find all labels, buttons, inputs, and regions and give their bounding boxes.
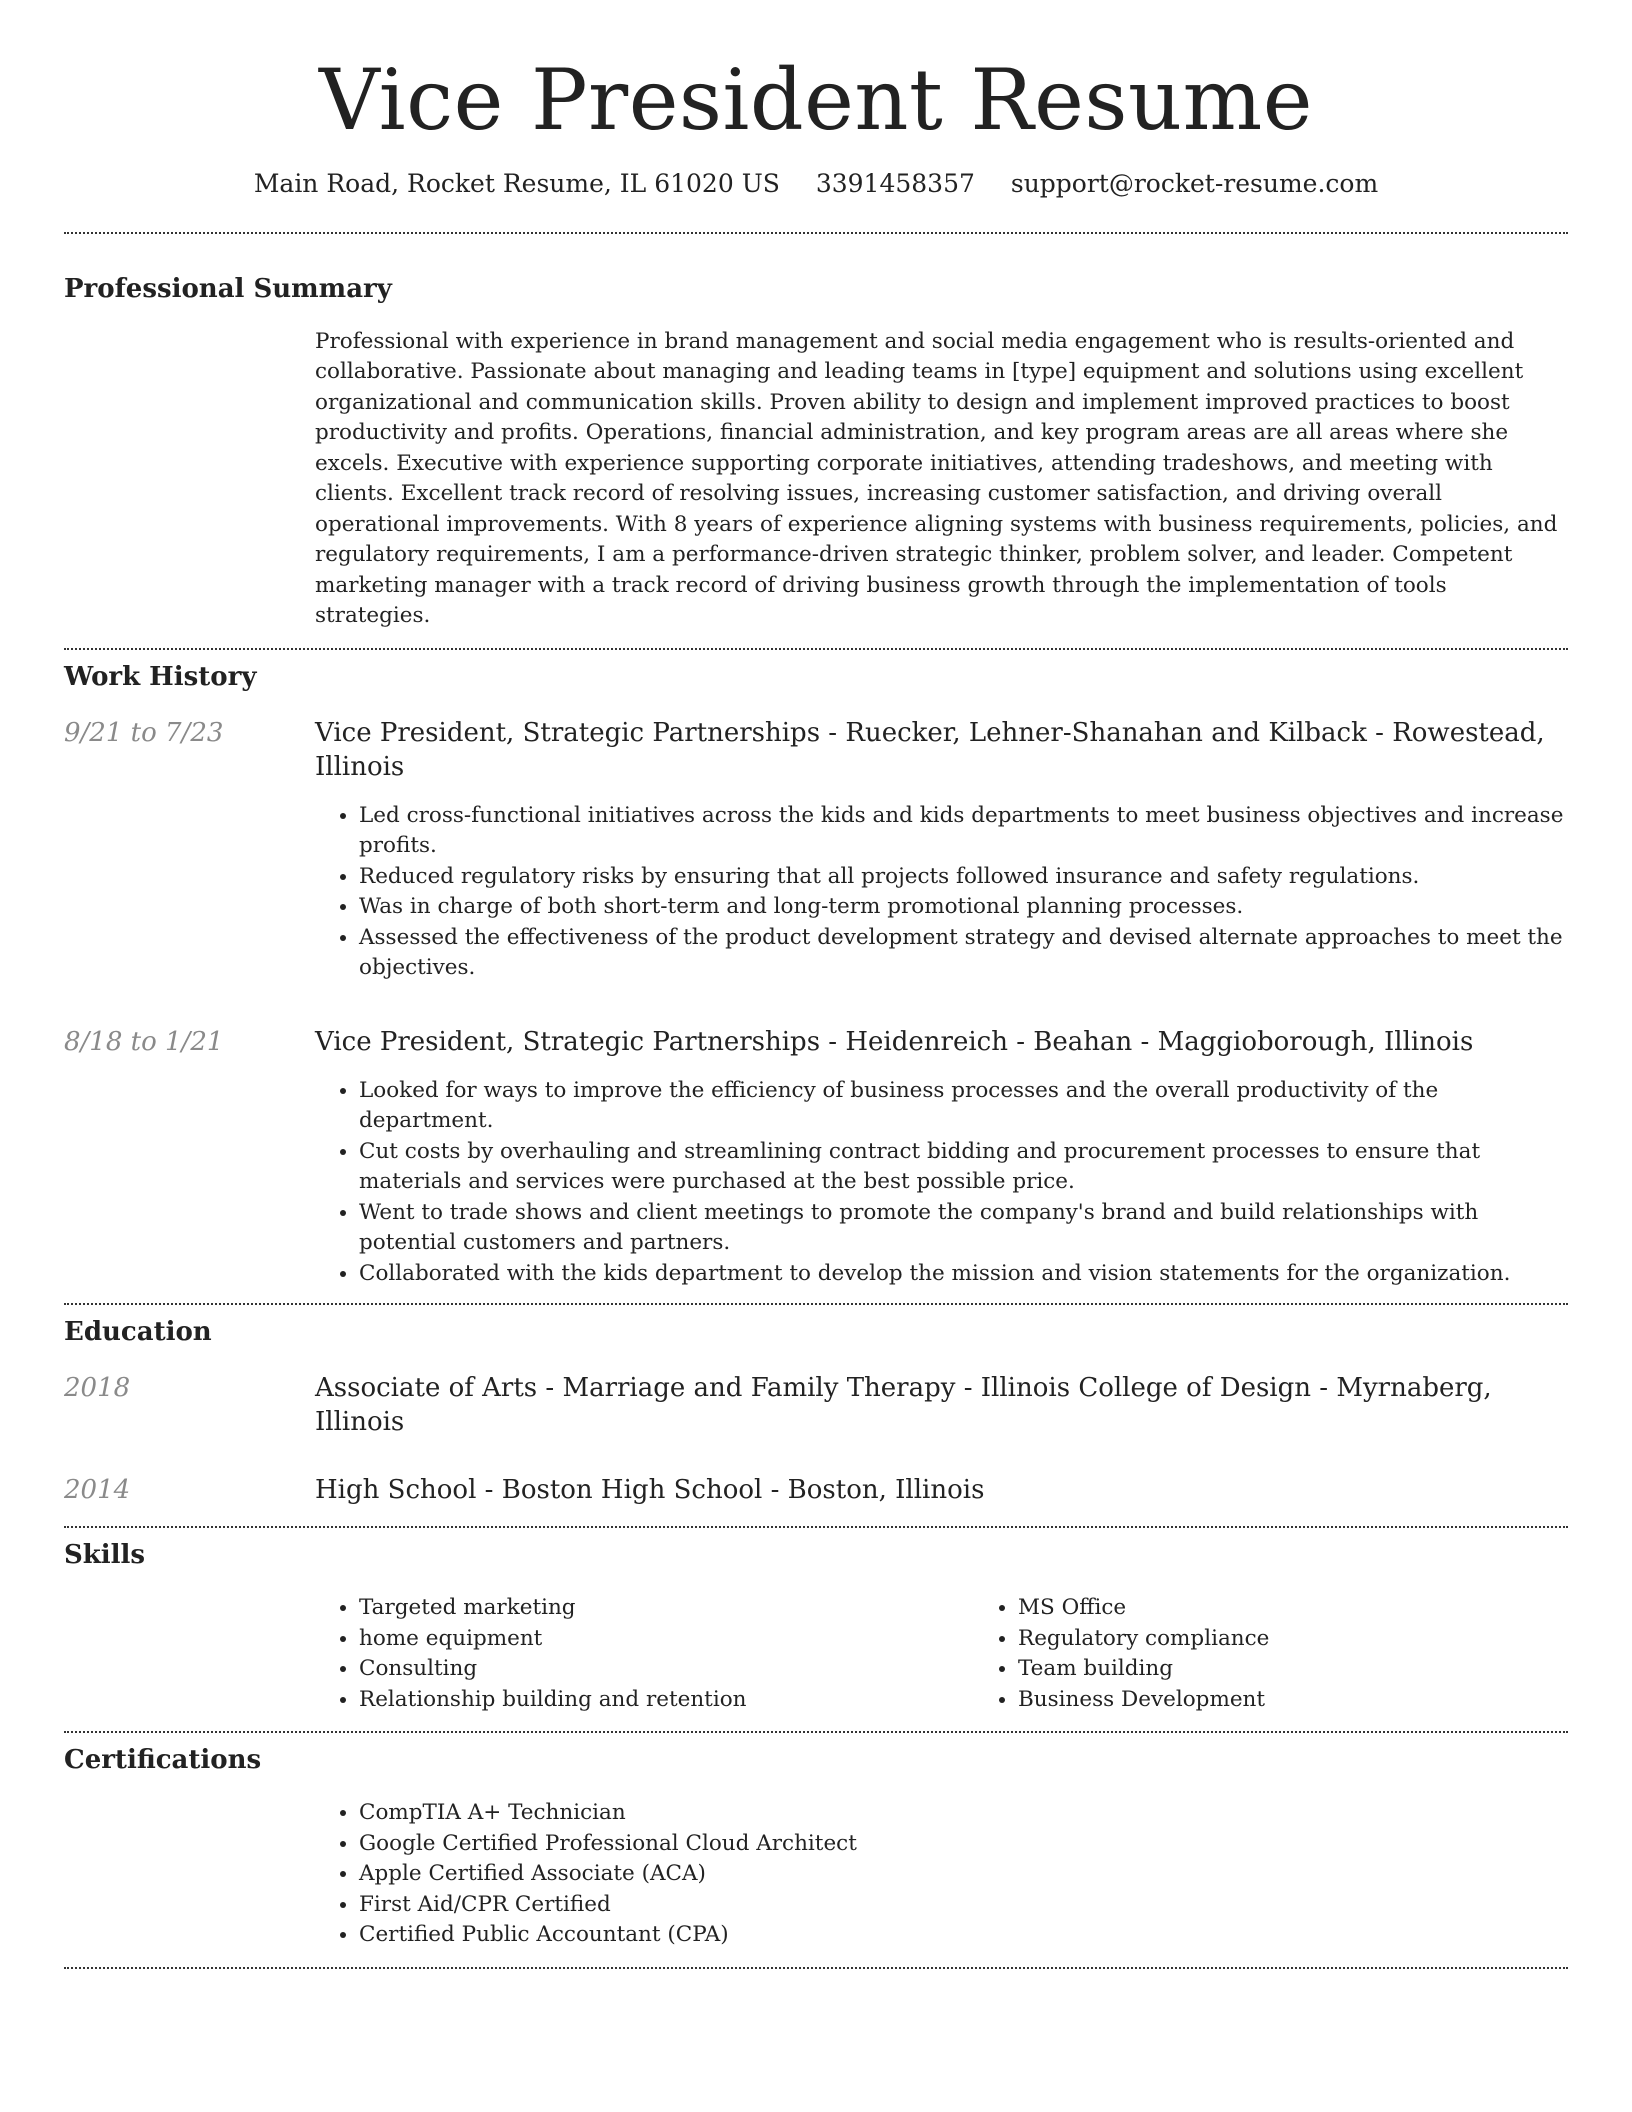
job-dates: 8/18 to 1/21 — [64, 1026, 224, 1057]
skill-item: • Relationship building and retention — [359, 1685, 974, 1716]
summary-section — [64, 234, 1568, 632]
education-section — [64, 1305, 1568, 1526]
skills-heading: Skills — [64, 1539, 146, 1570]
education-school: Boston High School — [501, 1475, 763, 1505]
job-location: Rowestead, Illinois — [315, 718, 1545, 782]
job-entry — [64, 1026, 1568, 1289]
skills-section — [64, 1528, 1568, 1731]
certifications-heading: Certifications — [64, 1745, 262, 1776]
contact-line — [64, 169, 1568, 198]
resume-title: Vice President Resume — [319, 51, 1313, 149]
education-heading-line — [315, 1372, 1568, 1440]
job-bullet: • Collaborated with the kids department to develop the mission and vision statements for the organization. — [359, 1259, 1568, 1290]
job-bullet: • Reduced regulatory risks by ensuring that all projects followed insurance and safety regulations. — [359, 862, 1568, 893]
education-year: 2018 — [64, 1373, 131, 1404]
skill-item: • MS Office — [1018, 1593, 1632, 1624]
certification-item: • Google Certified Professional Cloud Architect — [359, 1829, 1568, 1860]
job-dates: 9/21 to 7/23 — [64, 718, 224, 749]
job-heading — [315, 1026, 1568, 1060]
skills-column — [974, 1593, 1632, 1715]
summary-text: Professional with experience in brand management and social media engagement who is results-oriented and collaborative. Passionate about managing and leading teams in [type] equipment and solutions using excellent organizational and communication skills. Proven ability to design and implement improved practices to boost productivity and profits. Operations, financial administration, and key program areas are all areas where she excels. Executive with experience supporting corporate initiatives, attending tradeshows, and meeting with clients. Excellent track record of resolving issues, increasing customer satisfaction, and driving overall operational improvements. With 8 years of experience aligning systems with business requirements, policies, and regulatory requirements, I am a performance-driven strategic thinker, problem solver, and leader. Competent marketing manager with a track record of driving business growth through the implementation of tools strategies. — [315, 328, 1558, 629]
skill-item: • Team building — [1018, 1654, 1632, 1685]
job-company: Ruecker, Lehner-Shanahan and Kilback — [845, 718, 1367, 749]
job-content — [315, 717, 1568, 984]
education-location: Myrnaberg, Illinois — [315, 1373, 1492, 1438]
separator: - — [476, 1475, 502, 1505]
job-bullet: • Led cross-functional initiatives across the kids and kids departments to meet business objectives and increase profits. — [359, 801, 1568, 862]
education-entry — [64, 1474, 1568, 1508]
job-bullet: • Was in charge of both short-term and long-term promotional planning processes. — [359, 892, 1568, 923]
education-degree: High School — [315, 1475, 477, 1505]
certification-item: • CompTIA A+ Technician — [359, 1798, 1568, 1829]
certifications-section — [64, 1733, 1568, 1967]
education-year: 2014 — [64, 1475, 131, 1505]
job-bullet: • Cut costs by overhauling and streamlining contract bidding and procurement processes to ensure that materials and services were purchased at the best possible price. — [359, 1137, 1568, 1198]
certifications-divider — [64, 1967, 1568, 1969]
contact-phone: 3391458357 — [815, 168, 975, 198]
contact-email: support@rocket-resume.com — [1010, 168, 1379, 198]
job-bullets — [315, 1076, 1568, 1290]
job-content — [315, 1026, 1568, 1289]
separator: - — [1311, 1373, 1337, 1404]
certification-item: • Certified Public Accountant (CPA) — [359, 1920, 1568, 1951]
education-location: Boston, Illinois — [787, 1475, 985, 1505]
education-school: Illinois College of Design — [980, 1373, 1311, 1404]
job-bullet: • Looked for ways to improve the efficiency of business processes and the overall productivity of the department. — [359, 1076, 1568, 1137]
education-entry — [64, 1372, 1568, 1440]
job-bullet: • Went to trade shows and client meetings to promote the company's brand and build relationships with potential customers and partners. — [359, 1198, 1568, 1259]
job-title: Vice President, Strategic Partnerships — [315, 1026, 821, 1057]
separator: - — [1132, 1026, 1158, 1057]
certification-item: • Apple Certified Associate (ACA) — [359, 1859, 1568, 1890]
skills-grid — [64, 1593, 1568, 1715]
skill-item: • home equipment — [359, 1624, 974, 1655]
separator: - — [1366, 718, 1393, 749]
summary-heading: Professional Summary — [64, 273, 392, 304]
work-heading: Work History — [64, 661, 257, 692]
job-bullets — [315, 801, 1568, 984]
job-location: Maggioborough, Illinois — [1157, 1026, 1474, 1057]
education-degree: Associate of Arts - Marriage and Family Therapy — [315, 1373, 956, 1404]
certifications-list — [315, 1798, 1568, 1951]
separator: - — [762, 1475, 788, 1505]
education-heading: Education — [64, 1317, 212, 1348]
skill-item: • Consulting — [359, 1654, 974, 1685]
separator: - — [820, 718, 846, 749]
work-section — [64, 650, 1568, 1303]
contact-address: Main Road, Rocket Resume, IL 61020 US — [253, 168, 780, 198]
skill-item: • Business Development — [1018, 1685, 1632, 1716]
job-entry — [64, 717, 1568, 984]
education-heading-line — [315, 1474, 1568, 1508]
job-title: Vice President, Strategic Partnerships — [315, 718, 821, 749]
job-bullet: • Assessed the effectiveness of the product development strategy and devised alternate approaches to meet the objectives. — [359, 923, 1568, 984]
job-heading — [315, 717, 1568, 785]
certification-item: • First Aid/CPR Certified — [359, 1890, 1568, 1921]
skills-column — [315, 1593, 974, 1715]
separator: - — [820, 1026, 846, 1057]
skill-item: • Targeted marketing — [359, 1593, 974, 1624]
separator: - — [955, 1373, 981, 1404]
job-company: Heidenreich - Beahan — [845, 1026, 1133, 1057]
skill-item: • Regulatory compliance — [1018, 1624, 1632, 1655]
